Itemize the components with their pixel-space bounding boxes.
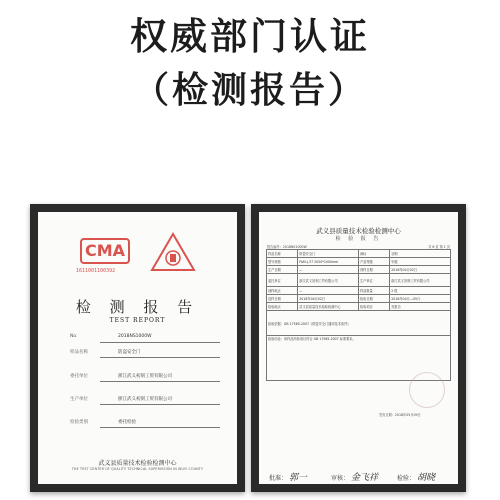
table-cell: 初刻 [390, 250, 451, 258]
report-field-client [70, 373, 220, 382]
cma-logo: CMA [80, 238, 130, 264]
signature-approve [269, 470, 307, 483]
table-cell: 抽样地点 [267, 287, 298, 295]
report-field-number [70, 334, 220, 343]
field-value: 委托检验 [118, 420, 136, 425]
table-cell: 样品名称 [267, 250, 298, 258]
field-label: 委托单位 [70, 374, 88, 379]
field-value: 2018NS1000W [118, 334, 152, 339]
issue-date: 签发日期：2018年05月09日 [379, 413, 421, 417]
right-certificate-paper [259, 212, 458, 484]
basis-cell: 检验依据：GB 17565-2007《防盗安全门通用技术条件》 [267, 311, 451, 336]
table-cell: 检验日期 [358, 295, 389, 303]
table-cell: 2018年04月02日 [390, 266, 451, 274]
field-label: No. [70, 334, 78, 339]
signature-test [397, 470, 435, 483]
table-cell: 甲级 [390, 258, 451, 266]
report-title: 检 测 报 告 [75, 298, 200, 316]
table-row [267, 258, 451, 266]
table-cell: 到样日期 [358, 266, 389, 274]
field-label: 生产单位 [70, 397, 88, 402]
table-cell: 浙江武义初刻工贸有限公司 [298, 274, 359, 287]
field-value: 浙江武义初刻工贸有限公司 [118, 397, 172, 402]
table-row [267, 311, 451, 336]
table-cell: 商标 [358, 250, 389, 258]
report-subtitle: TEST REPORT [109, 317, 166, 324]
left-certificate-frame [30, 204, 245, 492]
signature: 郭一 [289, 473, 308, 483]
headline-subtitle: （检测报告） [132, 70, 367, 111]
signature-label: 批准： [269, 475, 288, 482]
cma-code: 1611001100392 [76, 268, 116, 274]
table-cell: 武义县质量技术检验检测中心 [298, 303, 359, 311]
table-cell: — [298, 287, 359, 295]
field-label: 检验类别 [70, 420, 88, 425]
field-value: 防盗安全门 [118, 350, 141, 355]
table-row [267, 287, 451, 295]
table-cell: 检验项目 [358, 303, 389, 311]
table-cell: 产品等级 [358, 258, 389, 266]
table-row [267, 266, 451, 274]
table-cell: 检验地点 [267, 303, 298, 311]
table-cell: 样品数量 [358, 287, 389, 295]
right-certificate-frame [251, 204, 466, 492]
table-cell: 2018年04月02日 [298, 295, 359, 303]
signature: 金飞祥 [351, 473, 379, 483]
table-cell: FAM-J-37 2050*1000mm [298, 258, 359, 266]
table-row [267, 295, 451, 303]
table-cell: — [298, 266, 359, 274]
left-certificate-paper [38, 212, 237, 484]
field-value: 浙江武义初刻工贸有限公司 [118, 374, 172, 379]
conclusion-cell: 检验结论：该样品所检项目符合 GB 17565-2007 标准要求。 [267, 336, 451, 381]
table-cell: 浙江武义初刻工贸有限公司 [390, 274, 451, 287]
table-row [267, 274, 451, 287]
page-number: 共 6 页 第 1 页 [428, 245, 450, 249]
headline-title: 权威部门认证 [130, 15, 370, 58]
table-cell: 生产日期 [267, 266, 298, 274]
table-row [267, 303, 451, 311]
cal-accreditation-icon [150, 232, 196, 272]
report-table [266, 249, 451, 381]
report-field-category [70, 419, 220, 428]
table-cell: 送样日期 [267, 295, 298, 303]
table-cell: 型号规格 [267, 258, 298, 266]
table-cell: 防盗安全门 [298, 250, 359, 258]
report-subtitle: 检 验 报 告 [335, 236, 382, 242]
report-field-producer [70, 396, 220, 405]
table-row [267, 250, 451, 258]
signature-label: 审核： [331, 475, 350, 482]
signature-label: 检验： [397, 475, 416, 482]
table-cell: 2 樘 [390, 287, 451, 295]
official-stamp [409, 372, 445, 408]
issuer-name: 武义县质量技术检验检测中心 [98, 460, 177, 467]
field-label: 样品名称 [70, 350, 88, 355]
table-cell: 见报告 [390, 303, 451, 311]
report-number: 报告编号：2018NS1000W [267, 245, 307, 249]
table-cell: 委托单位 [267, 274, 298, 287]
report-issuer-title: 武义县质量技术检验检测中心 [316, 227, 401, 235]
table-cell: 2018年04月—05月 [390, 295, 451, 303]
signature: 胡晓 [417, 473, 436, 483]
table-cell: 生产单位 [358, 274, 389, 287]
signature-review [331, 470, 378, 483]
issuer-name-english: THE TEST CENTER OF QUALITY TECHNICAL SUPERVISION IN WUYI COUNTY [71, 467, 204, 471]
report-field-sample [70, 349, 220, 358]
